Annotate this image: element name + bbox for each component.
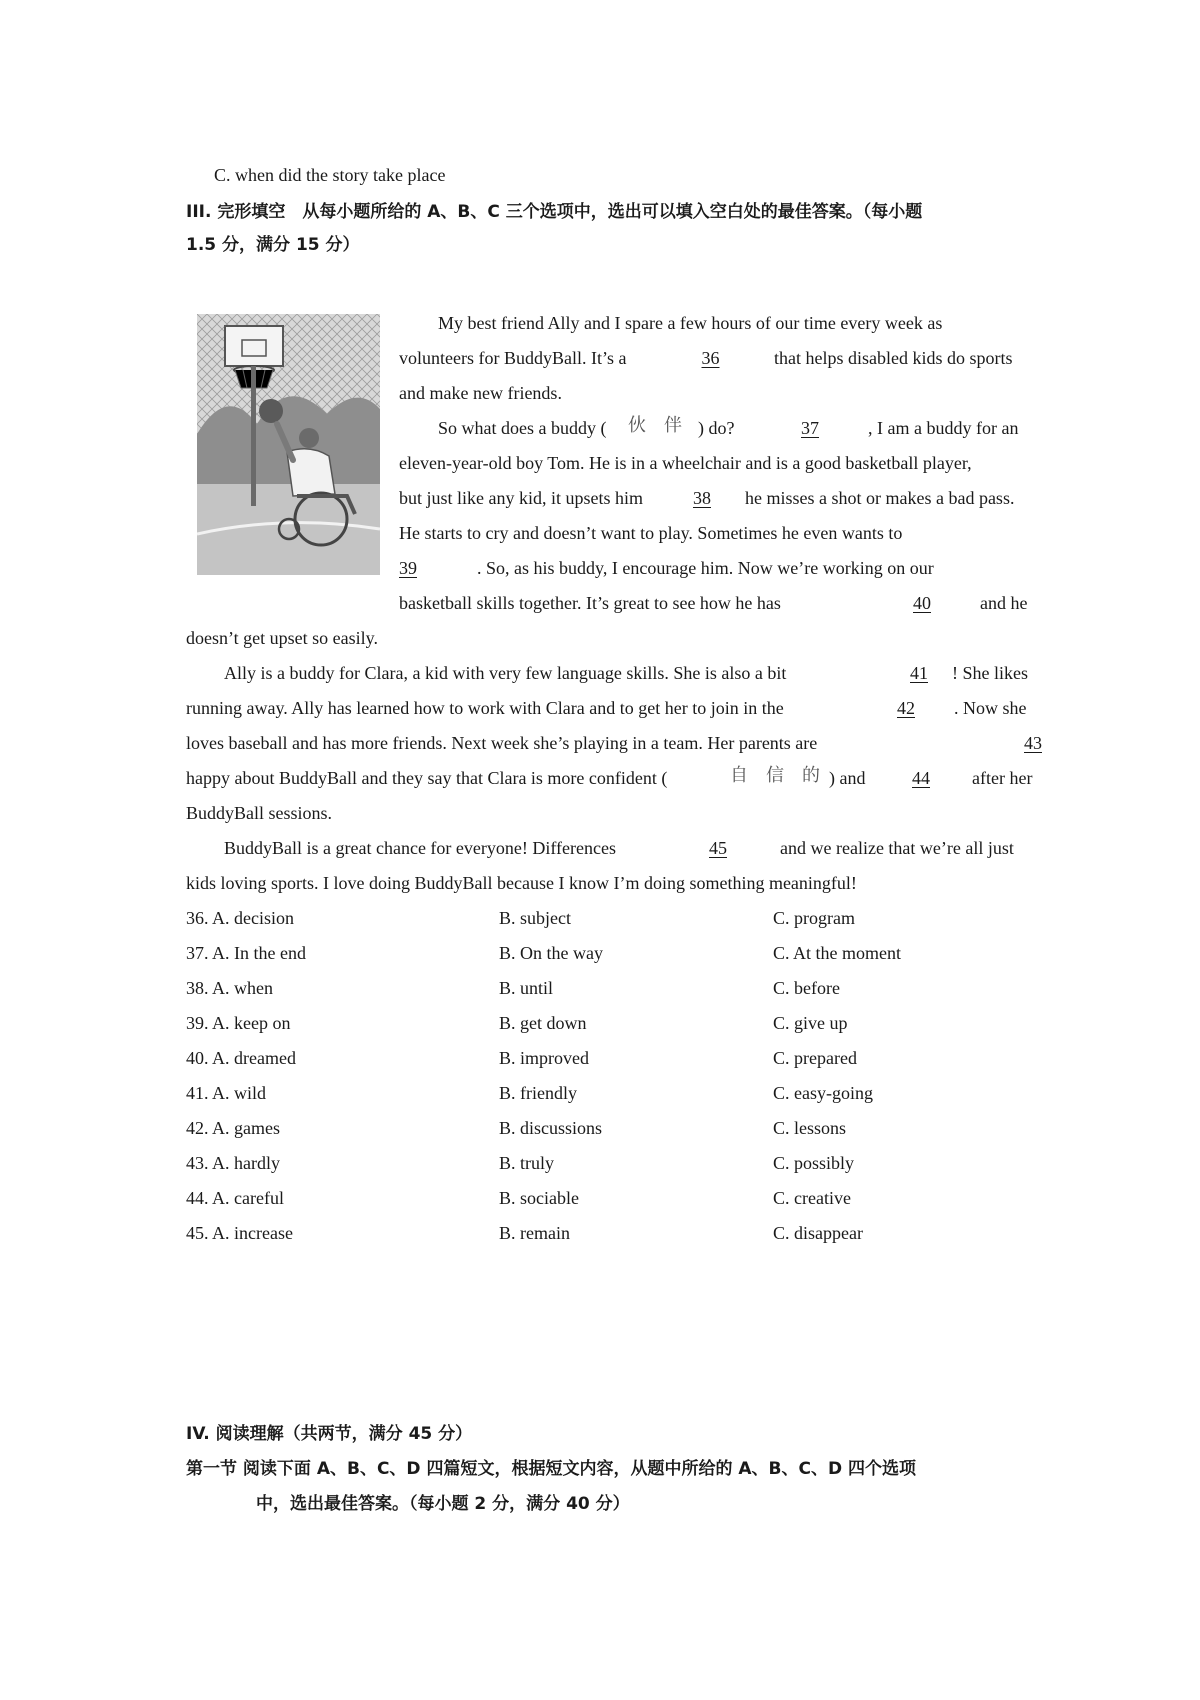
p3-line1-a: Ally is a buddy for Clara, a kid with very few language skills. She is also a bit (224, 663, 787, 683)
blank-39: 39 (399, 558, 417, 578)
option-43-a: 43. A. hardly (186, 1153, 280, 1173)
p2-line1-c: , I am a buddy for an (868, 418, 1019, 438)
p2-line3-a: but just like any kid, it upsets him (399, 488, 643, 508)
blank-43: 43 (1024, 733, 1042, 753)
p4-line1-b: and we realize that we’re all just (780, 838, 1014, 858)
p4-line1-a: BuddyBall is a great chance for everyone! Differences (224, 838, 616, 858)
blank-45: 45 (709, 838, 727, 858)
option-38-b: B. until (499, 978, 554, 998)
option-39-b: B. get down (499, 1013, 587, 1033)
section-3-heading: III. 完形填空 从每小题所给的 A、B、C 三个选项中，选出可以填入空白处的最佳答案。（每小题 (186, 202, 923, 222)
option-37-b: B. On the way (499, 943, 603, 963)
p2-line5-b: . So, as his buddy, I encourage him. Now we’re working on our (477, 558, 934, 578)
section-4-part1-instructions-cont: 中，选出最佳答案。（每小题 2 分，满分 40 分） (256, 1494, 630, 1514)
p2-line2: eleven-year-old boy Tom. He is in a wheelchair and is a good basketball player, (399, 453, 972, 473)
p3-line2-a: running away. Ally has learned how to work with Clara and to get her to join in the (186, 698, 784, 718)
option-42-b: B. discussions (499, 1118, 603, 1138)
option-42-a: 42. A. games (186, 1118, 280, 1138)
option-36-c: C. program (773, 908, 855, 928)
p2-line6-b: and he (980, 593, 1028, 613)
section-4-part1-instructions: 第一节 阅读下面 A、B、C、D 四篇短文，根据短文内容，从题中所给的 A、B、C、D 四个选项 (186, 1459, 916, 1479)
cn-confident-gloss: 自 信 的 (730, 765, 820, 786)
p3-line4-b: ) and (829, 768, 866, 788)
option-41-a: 41. A. wild (186, 1083, 267, 1103)
option-44-c: C. creative (773, 1188, 851, 1208)
p4-line2: kids loving sports. I love doing BuddyBall because I know I’m doing something meaningful! (186, 873, 857, 893)
option-38-c: C. before (773, 978, 840, 998)
blank-38: 38 (693, 488, 711, 508)
option-40-c: C. prepared (773, 1048, 857, 1068)
option-41-c: C. easy-going (773, 1083, 873, 1103)
p3-line3-a: loves baseball and has more friends. Next week she’s playing in a team. Her parents are (186, 733, 818, 753)
option-36-a: 36. A. decision (186, 908, 294, 928)
option-45-c: C. disappear (773, 1223, 863, 1243)
p3-line1-b: ! She likes (952, 663, 1028, 683)
p3-line5: BuddyBall sessions. (186, 803, 333, 823)
option-42-c: C. lessons (773, 1118, 847, 1138)
p2-line3-b: he misses a shot or makes a bad pass. (745, 488, 1015, 508)
p3-line2-b: . Now she (954, 698, 1027, 718)
previous-option-c: C. when did the story take place (214, 165, 446, 185)
option-43-c: C. possibly (773, 1153, 855, 1173)
p2-line1-b: ) do? (698, 418, 735, 438)
option-40-a: 40. A. dreamed (186, 1048, 296, 1068)
p2-line7: doesn’t get upset so easily. (186, 628, 378, 648)
p1-line1: My best friend Ally and I spare a few hours of our time every week as (438, 313, 943, 333)
p3-line4-a: happy about BuddyBall and they say that Clara is more confident ( (186, 768, 668, 788)
section-3-heading-cont: 1.5 分，满分 15 分） (186, 235, 360, 255)
p1-line3: and make new friends. (399, 383, 562, 403)
cn-buddy-gloss: 伙 伴 (628, 415, 682, 436)
blank-37: 37 (801, 418, 819, 438)
option-36-b: B. subject (499, 908, 571, 928)
option-45-a: 45. A. increase (186, 1223, 293, 1243)
option-41-b: B. friendly (499, 1083, 577, 1103)
section-4-heading: IV. 阅读理解（共两节，满分 45 分） (186, 1424, 473, 1444)
option-44-b: B. sociable (499, 1188, 579, 1208)
blank-36: 36 (701, 348, 720, 368)
p2-line1-a: So what does a buddy ( (438, 418, 607, 438)
p1-line2-b: that helps disabled kids do sports (774, 348, 1013, 368)
blank-44: 44 (912, 768, 930, 788)
p3-line4-c: after her (972, 768, 1033, 788)
blank-41: 41 (910, 663, 928, 683)
p1-line2-a: volunteers for BuddyBall. It’s a (399, 348, 627, 368)
option-44-a: 44. A. careful (186, 1188, 284, 1208)
p2-line4: He starts to cry and doesn’t want to play. Sometimes he even wants to (399, 523, 903, 543)
option-39-c: C. give up (773, 1013, 848, 1033)
option-39-a: 39. A. keep on (186, 1013, 291, 1033)
blank-40: 40 (913, 593, 931, 613)
option-37-a: 37. A. In the end (186, 943, 306, 963)
option-38-a: 38. A. when (186, 978, 273, 998)
option-37-c: C. At the moment (773, 943, 901, 963)
blank-42: 42 (897, 698, 915, 718)
wheelchair-basketball-illustration (197, 314, 380, 575)
option-40-b: B. improved (499, 1048, 589, 1068)
option-43-b: B. truly (499, 1153, 555, 1173)
p2-line6-a: basketball skills together. It’s great to see how he has (399, 593, 781, 613)
option-45-b: B. remain (499, 1223, 570, 1243)
